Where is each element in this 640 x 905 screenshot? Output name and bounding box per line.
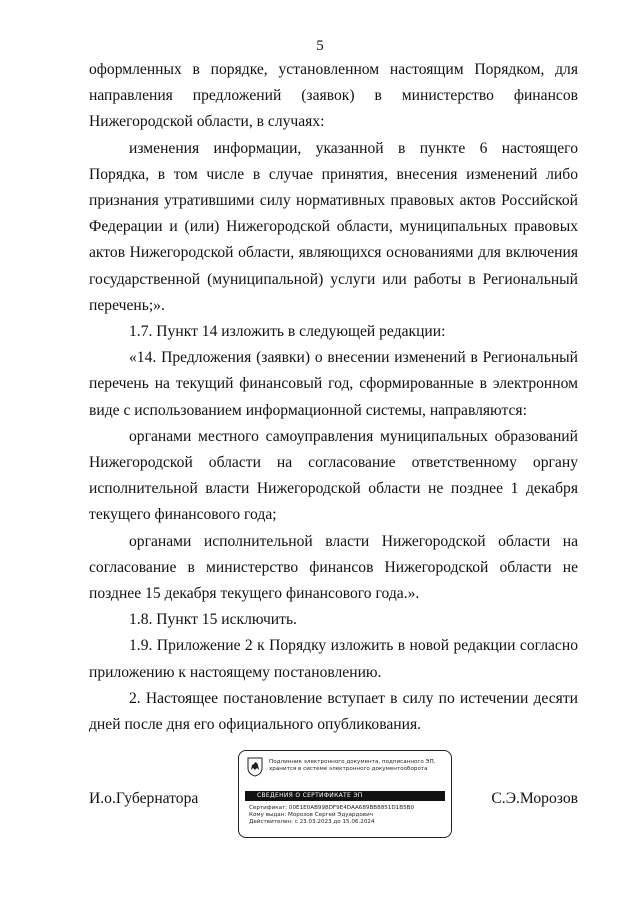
paragraph: 2. Настоящее постановление вступает в силу по истечении десяти дней после дня его официального опубликования. — [89, 689, 578, 734]
signatory-name: С.Э.Морозов — [491, 790, 578, 807]
stamp-validity: Действителен: с 23.03.2023 до 15.06.2024 — [249, 819, 375, 825]
stamp-header — [269, 759, 447, 773]
paragraph: 1.9. Приложение 2 к Порядку изложить в новой редакции согласно приложению к настоящему постановлению. — [89, 637, 578, 681]
stamp-title-bar: СВЕДЕНИЯ О СЕРТИФИКАТЕ ЭП — [245, 791, 445, 801]
coat-of-arms-icon — [247, 757, 263, 777]
stamp-details — [249, 805, 445, 826]
paragraph: «14. Предложения (заявки) о внесении изменений в Региональный перечень на текущий финансовый год, сформированные в электронном виде с использованием информационной системы, направляются: — [89, 349, 578, 419]
stamp-header-line: Подлинник электронного документа, подписанного ЭП, — [269, 759, 436, 765]
stamp-certificate: Сертификат: 00E1E0AB998DF9E4DAA689BB8851D1B5B0 — [249, 805, 415, 811]
document-body — [89, 57, 578, 738]
paragraph: органами исполнительной власти Нижегородской области на согласование в министерство финансов Нижегородской области не позднее 15 декабря текущего финансового года.». — [89, 532, 578, 603]
paragraph: оформленных в порядке, установленном настоящим Порядком, для направления предложений (заявок) в министерство финансов Нижегородской области, в случаях: — [89, 61, 578, 131]
paragraph: 1.8. Пункт 15 исключить. — [129, 611, 297, 629]
signatory-position: И.о.Губернатора — [89, 790, 199, 807]
paragraph: изменения информации, указанной в пункте 6 настоящего Порядка, в том числе в случае принятия, внесения изменений либо признания утратившими силу нормативных правовых актов Российской Федерации и (или) Нижегородской области, муниципальных правовых актов Нижегородской области, являющихся основаниями для включения государственной (муниципальной) услуги или работы в Региональный перечень;». — [89, 139, 578, 314]
paragraph: 1.7. Пункт 14 изложить в следующей редакции: — [129, 323, 446, 341]
paragraph: органами местного самоуправления муниципальных образований Нижегородской области на согласование ответственному органу исполнительной власти Нижегородской области не позднее 1 декабря текущего финансового года; — [89, 427, 578, 524]
electronic-signature-stamp — [238, 750, 452, 838]
stamp-issued-to: Кому выдан: Морозов Сергей Эдуардович — [249, 812, 374, 818]
page-number: 5 — [316, 38, 324, 54]
stamp-header-line: хранится в системе электронного документооборота — [269, 766, 428, 772]
